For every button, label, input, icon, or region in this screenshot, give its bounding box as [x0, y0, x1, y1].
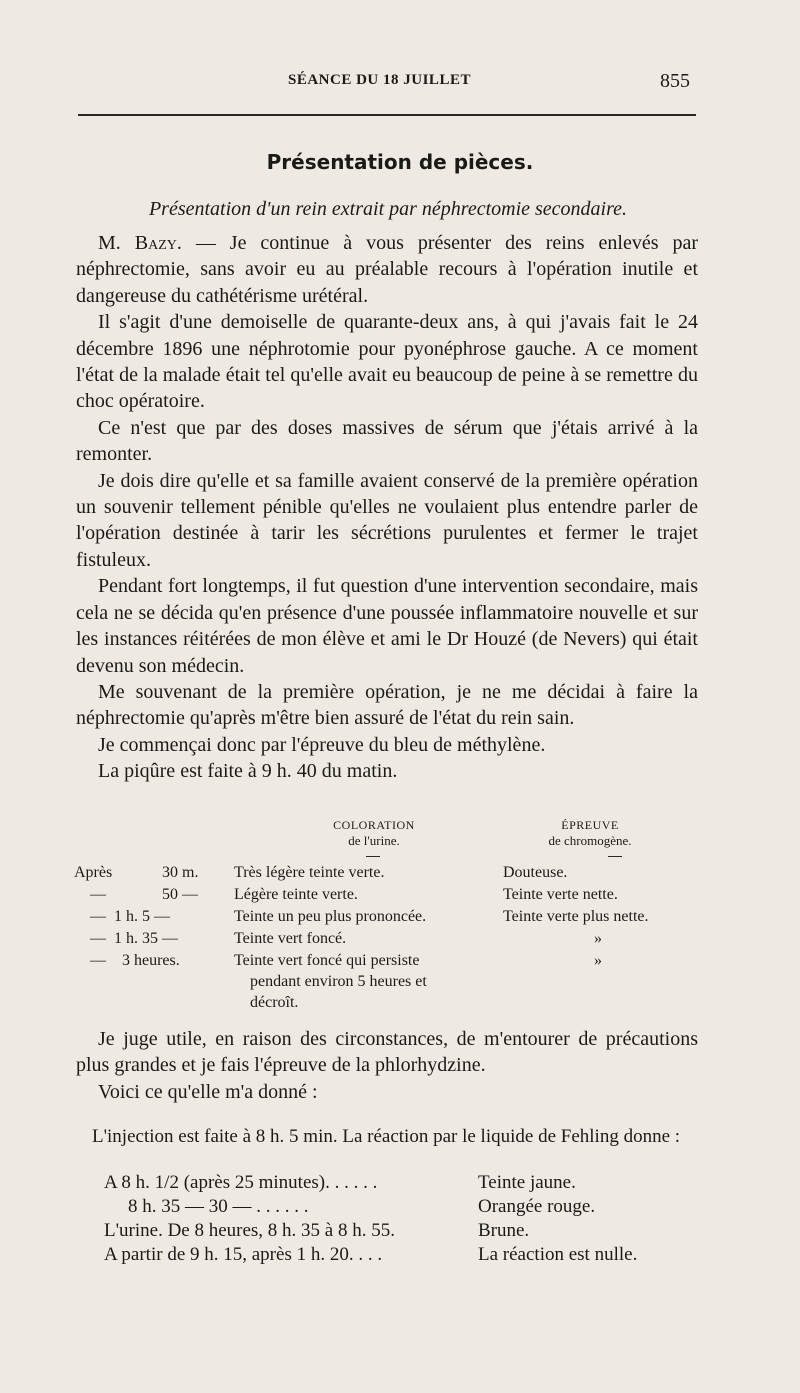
table-cell: 1 h. 5 —: [114, 908, 170, 925]
subtitle: Présentation d'un rein extrait par néphrectomie secondaire.: [148, 198, 628, 220]
paragraph: Me souvenant de la première opération, je ne me décidai à faire la néphrectomie qu'après m'être bien assuré de l'état du rein sain.: [76, 680, 698, 730]
table-cell: 50 —: [162, 886, 198, 903]
table-cell: Teinte vert foncé.: [234, 930, 347, 947]
paragraph: Voici ce qu'elle m'a donné :: [98, 1080, 318, 1103]
table-cell: —: [90, 908, 106, 925]
col-sub-epreuve: de chromogène.: [548, 833, 632, 848]
table-cell: 3 heures.: [122, 952, 180, 969]
table-cell: —: [90, 930, 106, 947]
page-number: 855: [660, 70, 690, 92]
col-header-epreuve: ÉPREUVE: [561, 818, 619, 832]
paragraph: Ce n'est que par des doses massives de sérum que j'étais arrivé à la remonter.: [76, 416, 698, 466]
paragraph: M. Bazy. — Je continue à vous présenter des reins enlevés par néphrectomie, sans avoir eu au préalable recours à l'opération inutile et dangereuse du cathétérisme urétéral.: [76, 232, 698, 307]
paragraph: Je juge utile, en raison des circonstances, de m'entourer de précautions plus grandes et je fais l'épreuve de la phlorhydzine.: [76, 1028, 698, 1077]
table-cell: décroît.: [250, 994, 299, 1011]
paragraph: Je commençai donc par l'épreuve du bleu de méthylène.: [98, 733, 546, 756]
table-cell: pendant environ 5 heures et: [250, 973, 427, 990]
paragraph: L'injection est faite à 8 h. 5 min. La réaction par le liquide de Fehling donne :: [92, 1126, 681, 1147]
table-cell: Teinte un peu plus prononcée.: [234, 908, 427, 925]
reaction-result: La réaction est nulle.: [478, 1244, 638, 1265]
table-cell: »: [594, 930, 602, 947]
table-cell: —: [90, 952, 106, 969]
reaction-time: L'urine. De 8 heures, 8 h. 35 à 8 h. 55.: [104, 1220, 395, 1241]
reaction-time: A 8 h. 1/2 (après 25 minutes). . . . . .: [104, 1172, 378, 1193]
reaction-result: Brune.: [478, 1220, 530, 1241]
col-sub-coloration: de l'urine.: [348, 833, 400, 848]
table-cell: Teinte verte nette.: [503, 886, 618, 903]
table-cell: 1 h. 35 —: [114, 930, 178, 947]
table-cell: Teinte vert foncé qui persiste: [234, 952, 420, 969]
table-cell: Légère teinte verte.: [234, 886, 358, 903]
reaction-time: A partir de 9 h. 15, après 1 h. 20. . . .: [104, 1244, 383, 1265]
reaction-result: Teinte jaune.: [478, 1172, 576, 1193]
section-title: Présentation de pièces.: [266, 150, 534, 174]
table-cell: Après: [74, 864, 113, 881]
table-cell: —: [90, 886, 106, 903]
paragraph: La piqûre est faite à 9 h. 40 du matin.: [98, 760, 398, 783]
table-cell: Teinte verte plus nette.: [503, 908, 649, 925]
table-cell: »: [594, 952, 602, 969]
table-cell: Douteuse.: [503, 864, 568, 881]
paragraph: Je dois dire qu'elle et sa famille avaient conservé de la première opération un souvenir tellement pénible qu'elles ne voulaient plus entendre parler de l'opération destinée à tarir les sécrétions purulentes et fermer le trajet fistuleux.: [76, 469, 698, 571]
table-cell: Très légère teinte verte.: [234, 864, 385, 881]
running-title: SÉANCE DU 18 JUILLET: [288, 72, 471, 88]
speaker: M. Bazy.: [98, 232, 182, 254]
reaction-result: Orangée rouge.: [478, 1196, 596, 1217]
reaction-time: 8 h. 35 — 30 — . . . . . .: [128, 1196, 309, 1217]
paragraph: Pendant fort longtemps, il fut question d'une intervention secondaire, mais cela ne se décida qu'en présence d'une poussée inflammatoire nouvelle et sur les instances réitérées de mon élève et ami le Dr Houzé (de Nevers) qui était devenu son médecin.: [76, 575, 698, 677]
paragraph: Il s'agit d'une demoiselle de quarante-deux ans, à qui j'avais fait le 24 décembre 1896 une néphrotomie pour pyonéphrose gauche. A ce moment l'état de la malade était tel qu'elle avait eu beaucoup de peine à se remettre du choc opératoire.: [76, 311, 698, 413]
table-cell: 30 m.: [162, 864, 199, 881]
col-header-coloration: COLORATION: [333, 818, 415, 832]
